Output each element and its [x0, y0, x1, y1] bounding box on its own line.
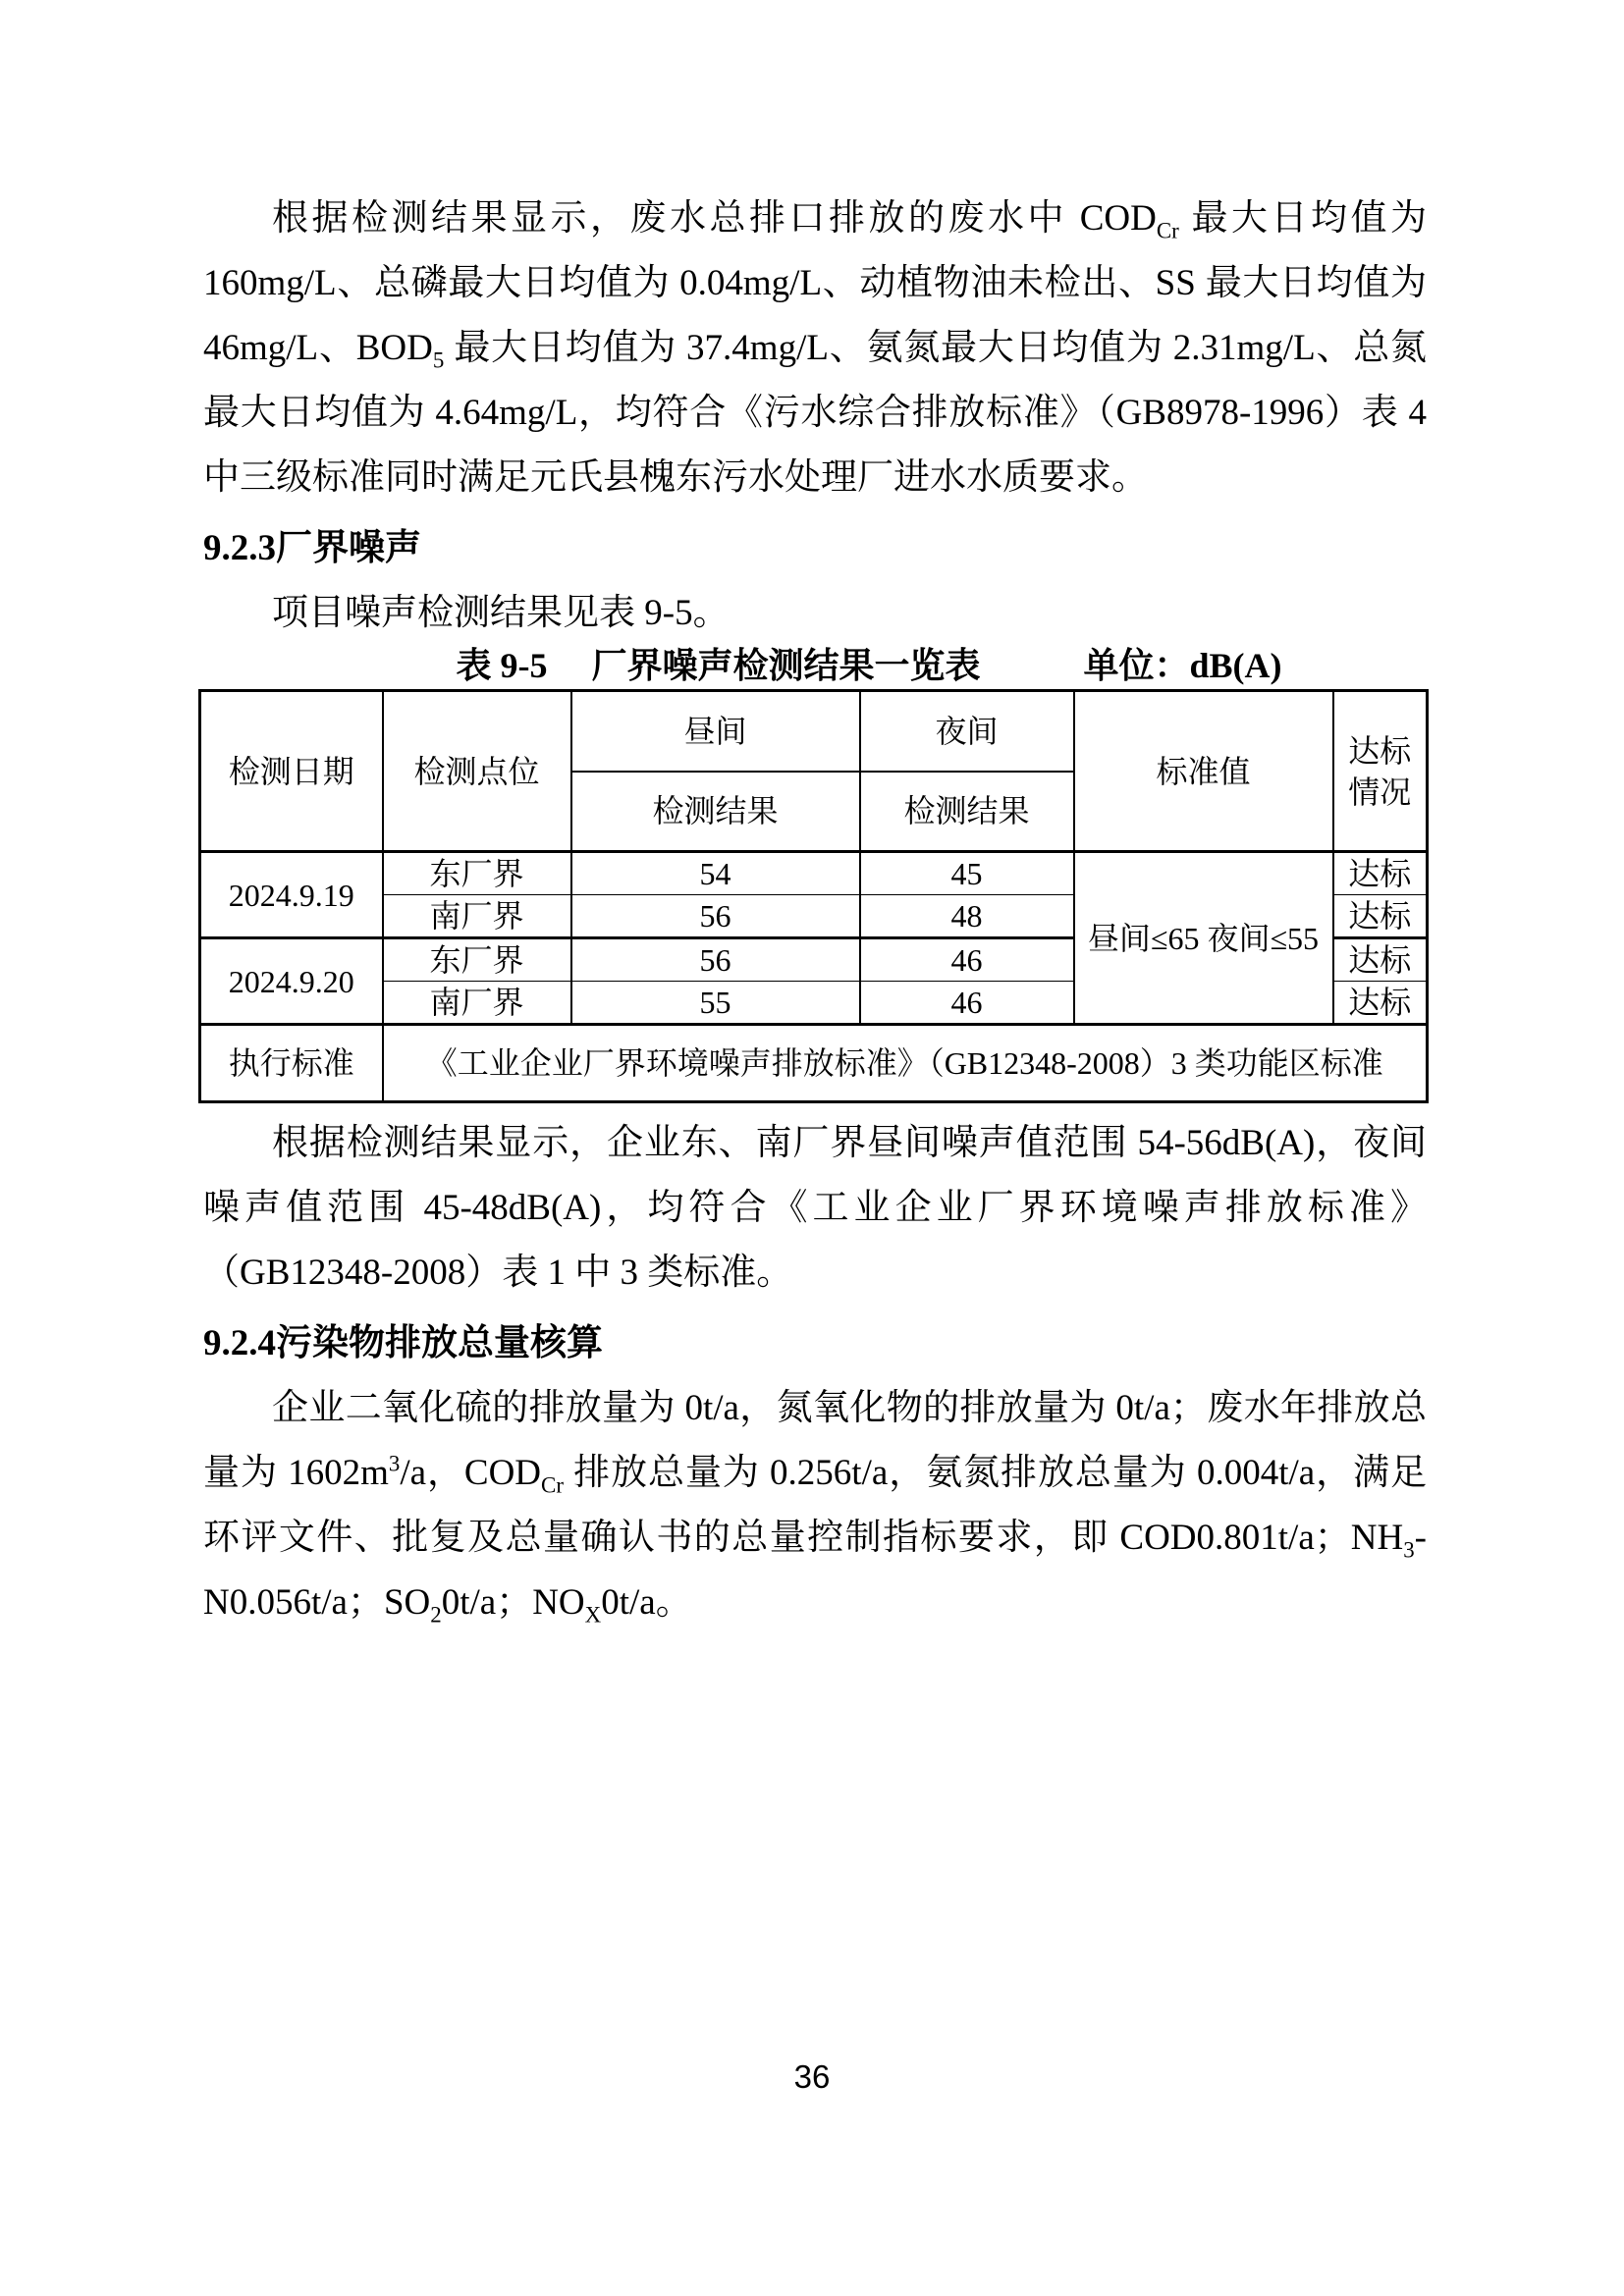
cell-point: 东厂界 — [383, 852, 571, 895]
cell-status: 达标 — [1333, 938, 1428, 982]
cell-status: 达标 — [1333, 982, 1428, 1025]
paragraph-wastewater-results: 根据检测结果显示，废水总排口排放的废水中 $COD_{Cr}$ 最大日均值为 160mg/L、总磷最大日均值为 0.04mg/L、动植物油未检出、SS 最大日均值为 46mg/L、$BOD_5$ 最大日均值为 37.4mg/L、氨氮最大日均值为 2.31mg/L、总氮最大日均值为 4.64mg/L，均符合《污水综合排放标准》（GB8978-1996）表 4 中三级标准同时满足元氏县槐东污水处理厂进水水质要求。 — [203, 198, 1428, 498]
table-exec-row — [200, 1025, 1428, 1102]
header-cell-night: 夜间 — [860, 691, 1074, 772]
header-cell-day: 昼间 — [571, 691, 860, 772]
cell-exec-value: 《工业企业厂界环境噪声排放标准》（GB12348-2008）3 类功能区标准 — [383, 1025, 1428, 1102]
table-caption-title: 厂界噪声检测结果一览表 — [591, 646, 981, 685]
page-number: 36 — [793, 2058, 831, 2095]
header-cell-day-result: 检测结果 — [571, 772, 860, 852]
cell-night-value: 48 — [860, 895, 1074, 938]
cell-night-value: 46 — [860, 982, 1074, 1025]
table-caption — [257, 646, 1481, 689]
paragraph-total-emission: 企业二氧化硫的排放量为 0t/a，氮氧化物的排放量为 0t/a；废水年排放总量为 $1602m^3/a$，$COD_{Cr}$ 排放总量为 0.256t/a，氨氮排放总量为 0.004t/a，满足环评文件、批复及总量确认书的总量控制指标要求，即 COD0.801t/a；$NH_3-N0.056t/a$；$SO_20t/a$；$NO_X0t/a$。 — [203, 1388, 1427, 1628]
cell-exec-label: 执行标准 — [200, 1025, 383, 1102]
cell-day-value: 56 — [571, 938, 860, 982]
header-cell-point: 检测点位 — [383, 691, 571, 852]
cell-date: 2024.9.20 — [200, 938, 383, 1025]
header-cell-night-result: 检测结果 — [860, 772, 1074, 852]
cell-standard-value: 昼间≤65 夜间≤55 — [1074, 852, 1333, 1025]
cell-status: 达标 — [1333, 852, 1428, 895]
table-row — [200, 852, 1428, 895]
cell-day-value: 54 — [571, 852, 860, 895]
header-cell-standard: 标准值 — [1074, 691, 1333, 852]
paragraph-noise-results: 根据检测结果显示，企业东、南厂界昼间噪声值范围 54-56dB(A)，夜间噪声值范围 45-48dB(A)，均符合《工业企业厂界环境噪声排放标准》（GB12348-2008）表 1 中 3 类标准。 — [203, 1123, 1427, 1293]
section-heading-9-2-4: 9.2.4污染物排放总量核算 — [203, 1323, 603, 1363]
page-content — [203, 187, 1427, 1635]
paragraph-noise-intro: 项目噪声检测结果见表 9-5。 — [272, 593, 730, 633]
cell-point: 南厂界 — [383, 895, 571, 938]
section-heading-9-2-3: 9.2.3厂界噪声 — [203, 528, 421, 568]
table-header-row-1 — [200, 691, 1428, 772]
cell-status: 达标 — [1333, 895, 1428, 938]
cell-date: 2024.9.19 — [200, 852, 383, 938]
noise-results-table — [198, 689, 1429, 1103]
table-caption-label: 表 9-5 — [456, 646, 548, 685]
cell-night-value: 46 — [860, 938, 1074, 982]
table-caption-unit: 单位：dB(A) — [1083, 646, 1282, 685]
cell-point: 南厂界 — [383, 982, 571, 1025]
cell-point: 东厂界 — [383, 938, 571, 982]
cell-day-value: 55 — [571, 982, 860, 1025]
header-cell-date: 检测日期 — [200, 691, 383, 852]
header-cell-compliance: 达标情况 — [1333, 691, 1428, 852]
cell-night-value: 45 — [860, 852, 1074, 895]
cell-day-value: 56 — [571, 895, 860, 938]
